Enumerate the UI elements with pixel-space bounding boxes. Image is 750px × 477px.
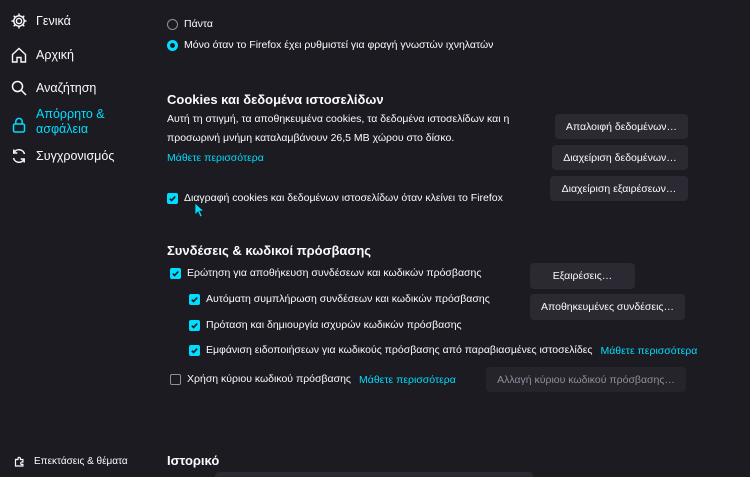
sidebar-footer-label: Επεκτάσεις & θέματα [34,455,128,467]
checkbox[interactable] [170,374,181,385]
autofill-label: Αυτόματη συμπλήρωση συνδέσεων και κωδικών πρόσβασης [206,293,490,305]
sidebar-item-sync[interactable] [10,147,114,165]
sync-icon [10,147,28,165]
radio-button[interactable] [167,19,178,30]
checkbox[interactable] [189,320,200,331]
cookies-description-line1: Αυτή τη στιγμή, τα αποθηκευμένα cookies, τα δεδομένα ιστοσελίδων και η [167,113,510,125]
sidebar-extensions-themes[interactable] [14,455,128,467]
change-primary-password-button[interactable]: Αλλαγή κύριου κωδικού πρόσβασης… [486,367,686,392]
radio-always-label: Πάντα [184,18,213,30]
logins-heading: Συνδέσεις & κωδικοί πρόσβασης [167,243,372,258]
sidebar-item-label: Αναζήτηση [36,81,97,95]
sidebar-item-home[interactable] [10,46,74,64]
primary-password-learn-more-link[interactable]: Μάθετε περισσότερα [359,373,456,386]
cookies-heading: Cookies και δεδομένα ιστοσελίδων [167,92,384,107]
breach-alerts-checkbox[interactable] [189,341,697,360]
saved-logins-button[interactable]: Αποθηκευμένες συνδέσεις… [530,294,685,320]
radio-only-when-blocking[interactable] [167,36,493,55]
delete-on-close-label: Διαγραφή cookies και δεδομένων ιστοσελίδων όταν κλείνει το Firefox [184,192,503,204]
cookies-description-line2: προσωρινή μνήμη καταλαμβάνουν 26,5 MB χώρου στο δίσκο. [167,132,455,144]
checkbox[interactable] [189,294,200,305]
manage-exceptions-button[interactable]: Διαχείριση εξαιρέσεων… [550,176,688,201]
sidebar-item-label: Συγχρονισμός [36,149,115,163]
clear-data-button[interactable]: Απαλοιφή δεδομένων… [555,114,688,139]
breach-alerts-label: Εμφάνιση ειδοποιήσεων για κωδικούς πρόσβασης από παραβιασμένες ιστοσελίδες [206,344,593,356]
ask-to-save-checkbox[interactable] [170,264,481,283]
primary-password-label: Χρήση κύριου κωδικού πρόσβασης [187,373,351,385]
history-heading: Ιστορικό [167,453,220,468]
radio-always[interactable] [167,15,213,34]
suggest-passwords-label: Πρόταση και δημιουργία ισχυρών κωδικών πρόσβασης [206,319,462,331]
history-dropdown[interactable] [215,472,533,477]
sidebar-item-search[interactable] [10,79,96,97]
primary-password-checkbox[interactable] [170,370,456,389]
mouse-cursor-icon [194,202,206,221]
sidebar-item-label: Απόρρητο & [36,107,105,121]
lock-icon [10,116,28,134]
sidebar-item-privacy[interactable] [10,107,105,137]
checkbox[interactable] [170,268,181,279]
manage-data-button[interactable]: Διαχείριση δεδομένων… [552,145,688,170]
autofill-checkbox[interactable] [189,290,490,309]
search-icon [10,79,28,97]
sidebar-item-label: ασφάλεια [36,122,89,136]
cookies-learn-more-link[interactable]: Μάθετε περισσότερα [167,152,264,164]
puzzle-icon [14,455,26,467]
checkbox[interactable] [167,193,178,204]
ask-to-save-label: Ερώτηση για αποθήκευση συνδέσεων και κωδικών πρόσβασης [187,267,482,279]
checkbox[interactable] [189,345,200,356]
home-icon [10,46,28,64]
delete-on-close-checkbox[interactable] [167,189,503,208]
sidebar-item-label: Αρχική [36,48,74,62]
sidebar-item-label: Γενικά [36,14,71,28]
gear-icon [10,12,28,30]
radio-only-when-label: Μόνο όταν το Firefox έχει ρυθμιστεί για φραγή γνωστών ιχνηλατών [184,39,494,51]
breach-learn-more-link[interactable]: Μάθετε περισσότερα [600,344,698,357]
radio-button[interactable] [167,40,178,51]
logins-exceptions-button[interactable]: Εξαιρέσεις… [530,263,635,289]
sidebar-item-general[interactable] [10,12,71,30]
suggest-passwords-checkbox[interactable] [189,316,462,335]
